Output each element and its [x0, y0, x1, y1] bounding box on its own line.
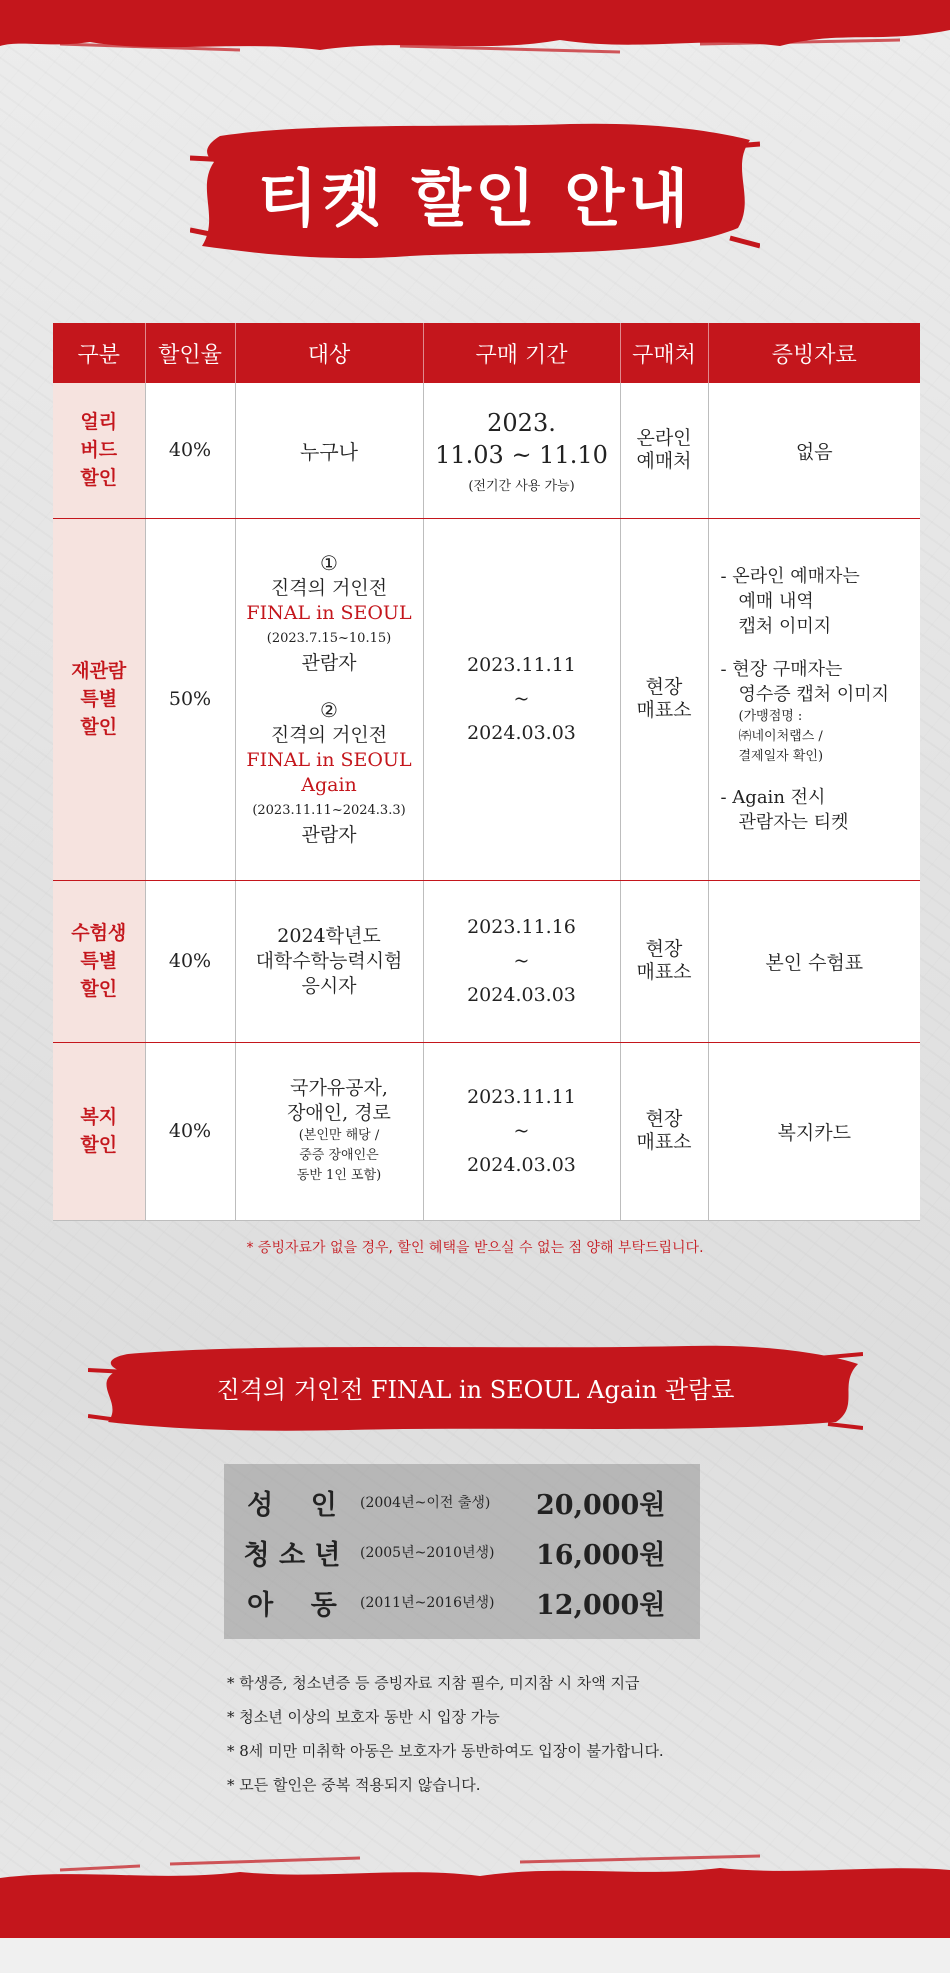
category-line: 할인: [80, 978, 118, 1000]
price-amount: 16,000원: [536, 1539, 666, 1571]
proof-line: - 온라인 예매자는: [720, 565, 860, 587]
period-tilde: ~: [513, 950, 530, 972]
price-row-youth: [224, 1526, 700, 1578]
top-brush-band: [0, 0, 950, 58]
bottom-strip: [0, 1938, 950, 1973]
price-row-child: [224, 1576, 700, 1628]
period-note: (전기간 사용 가능): [468, 478, 575, 494]
table-header-row: [53, 323, 920, 383]
category-line: 할인: [80, 1134, 118, 1156]
target-highlight: Again: [301, 773, 357, 796]
target-line: 관람자: [301, 823, 357, 846]
place-cell: [620, 383, 708, 518]
proof-cell: 없음: [708, 383, 920, 518]
price-amount: 12,000원: [536, 1589, 666, 1621]
target-cell: 누구나: [235, 383, 423, 518]
price-title: 진격의 거인전 FINAL in SEOUL Again 관람료: [216, 1376, 735, 1404]
discount-table: [53, 323, 920, 1221]
target-note: (본인만 해당 /: [298, 1128, 380, 1143]
header-rate: 할인율: [145, 323, 235, 383]
target-line: 2024학년도: [277, 924, 381, 947]
place-line: 매표소: [636, 961, 692, 983]
table-footnote: * 증빙자료가 없을 경우, 할인 혜택을 받으실 수 없는 점 양해 부탁드립니다.: [246, 1240, 704, 1256]
spacer: [236, 676, 423, 698]
category-line: 버드: [80, 439, 118, 462]
rate-cell: 40%: [145, 1042, 235, 1220]
proof-item: [721, 564, 921, 639]
target-highlight: FINAL in SEOUL: [246, 601, 412, 624]
period-cell: [423, 880, 620, 1042]
rate-cell: 50%: [145, 518, 235, 880]
header-category: 구분: [53, 323, 145, 383]
price-years: (2005년~2010년생): [360, 1545, 495, 1561]
period-cell: [423, 518, 620, 880]
header-target: 대상: [235, 323, 423, 383]
proof-line: 캡처 이미지: [738, 615, 832, 637]
proof-line: 관람자는 티켓: [738, 811, 849, 833]
proof-note: ㈜네이처랩스 /: [738, 728, 823, 744]
place-cell: [620, 518, 708, 880]
place-line: 현장: [645, 938, 683, 960]
place-line: 매표소: [636, 699, 692, 721]
target-dates: (2023.7.15~10.15): [266, 630, 392, 646]
target-number: ①: [320, 550, 338, 575]
period-end: 2024.03.03: [467, 984, 576, 1006]
price-label: 성 인: [247, 1489, 337, 1521]
period-end: 2024.03.03: [467, 722, 576, 744]
proof-item: [721, 785, 921, 835]
category-cell: [53, 1042, 145, 1220]
price-label: 아 동: [247, 1589, 337, 1621]
note-item: * 청소년 이상의 보호자 동반 시 입장 가능: [227, 1708, 500, 1726]
target-number: ②: [320, 697, 338, 722]
place-line: 현장: [645, 676, 683, 698]
table-row-revisit: [53, 518, 920, 880]
bottom-brush-band: [0, 1838, 950, 1938]
category-line: 얼리: [80, 411, 118, 434]
target-line: 응시자: [301, 974, 357, 997]
place-cell: [620, 1042, 708, 1220]
proof-list: [709, 564, 921, 835]
target-cell: [235, 1042, 423, 1220]
period-start: 2023.11.11: [467, 1086, 576, 1108]
rate-cell: 40%: [145, 880, 235, 1042]
rate-cell: 40%: [145, 383, 235, 518]
target-line: 장애인, 경로: [287, 1102, 391, 1124]
proof-line: - 현장 구매자는: [720, 658, 843, 680]
period-year: 2023.: [487, 408, 556, 437]
period-tilde: ~: [513, 1120, 530, 1142]
notes-list: [227, 1666, 827, 1802]
target-cell: [235, 880, 423, 1042]
target-line: 국가유공자,: [290, 1077, 388, 1099]
proof-line: - Again 전시: [720, 786, 826, 808]
page-title: 티켓 할인 안내: [257, 161, 693, 235]
period-start: 2023.11.11: [467, 654, 576, 676]
target-note: 중증 장애인은: [299, 1148, 379, 1163]
table-row-early-bird: [53, 383, 920, 518]
period-range: 11.03 ~ 11.10: [435, 440, 608, 469]
place-cell: [620, 880, 708, 1042]
proof-line: 영수증 캡처 이미지: [738, 683, 890, 705]
category-line: 재관람: [71, 660, 127, 682]
target-line: 진격의 거인전: [270, 576, 388, 599]
price-row-adult: [224, 1476, 700, 1528]
category-line: 할인: [80, 467, 118, 490]
target-dates: (2023.11.11~2024.3.3): [252, 802, 406, 818]
period-end: 2024.03.03: [467, 1154, 576, 1176]
place-line: 매표소: [636, 1131, 692, 1153]
target-line: 대학수학능력시험: [255, 949, 403, 972]
target-highlight: FINAL in SEOUL: [246, 748, 412, 771]
target-cell: [235, 518, 423, 880]
period-tilde: ~: [513, 688, 530, 710]
category-line: 할인: [80, 716, 118, 738]
place-line: 현장: [645, 1108, 683, 1130]
header-period: 구매 기간: [423, 323, 620, 383]
proof-item: [721, 657, 921, 767]
category-cell: [53, 383, 145, 518]
place-line: 온라인: [636, 427, 692, 450]
price-years: (2011년~2016년생): [360, 1595, 495, 1611]
price-amount: 20,000원: [536, 1489, 666, 1521]
price-years: (2004년~이전 출생): [360, 1495, 491, 1511]
target-line: 진격의 거인전: [270, 723, 388, 746]
period-cell: [423, 383, 620, 518]
proof-line: 예매 내역: [738, 590, 814, 612]
note-item: * 모든 할인은 중복 적용되지 않습니다.: [227, 1776, 481, 1794]
proof-cell: [708, 518, 920, 880]
price-title-banner: [88, 1340, 863, 1435]
period-cell: [423, 1042, 620, 1220]
category-cell: [53, 518, 145, 880]
place-line: 예매처: [636, 450, 692, 473]
category-cell: [53, 880, 145, 1042]
table-row-student: [53, 880, 920, 1042]
target-line: 관람자: [301, 651, 357, 674]
price-label: 청 소 년: [243, 1539, 341, 1571]
table-row-welfare: [53, 1042, 920, 1220]
category-line: 복지: [80, 1106, 118, 1128]
proof-note: 결제일자 확인): [738, 748, 824, 764]
proof-cell: 본인 수험표: [708, 880, 920, 1042]
note-item: * 학생증, 청소년증 등 증빙자료 지참 필수, 미지참 시 차액 지급: [227, 1674, 640, 1692]
proof-cell: 복지카드: [708, 1042, 920, 1220]
proof-note: (가맹점명 :: [738, 708, 803, 724]
price-box: [224, 1464, 700, 1639]
target-note: 동반 1인 포함): [296, 1168, 382, 1183]
header-proof: 증빙자료: [708, 323, 920, 383]
category-line: 특별: [80, 950, 118, 972]
category-line: 특별: [80, 688, 118, 710]
header-place: 구매처: [620, 323, 708, 383]
note-item: * 8세 미만 미취학 아동은 보호자가 동반하여도 입장이 불가합니다.: [227, 1742, 664, 1760]
title-banner: [190, 118, 760, 268]
category-line: 수험생: [71, 922, 127, 944]
period-start: 2023.11.16: [467, 916, 576, 938]
